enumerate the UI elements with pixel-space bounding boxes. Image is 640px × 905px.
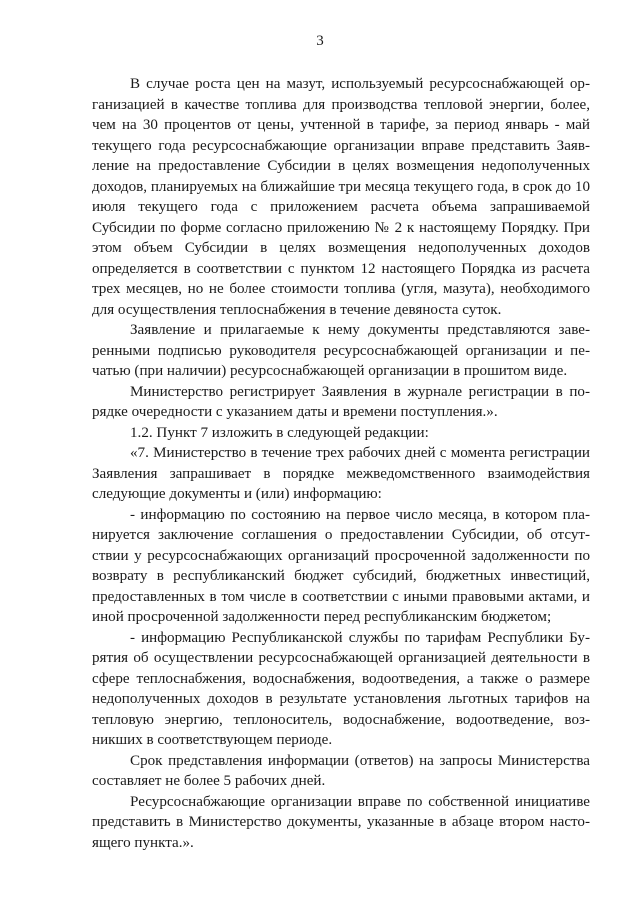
paragraph-amendment-item-1-2: 1.2. Пункт 7 изложить в следующей редакции:: [130, 424, 429, 441]
paragraph-item-7-intro: «7. Министерство в течение трех рабочих дней с момента регистрации Заявления запрашивает в порядке межведомственного взаимодействия следующие документы и (или) информацию:: [92, 445, 590, 502]
document-body: [92, 74, 590, 853]
page-number: 3: [316, 33, 324, 49]
paragraph-response-deadline: Срок представления информации (ответов) на запросы Министерства составляет не более 5 рабочих дней.: [92, 752, 590, 789]
paragraph-application-certification: Заявление и прилагаемые к нему документы представляются заверенными подписью руководителя ресурсоснабжающей организации и печатью (при наличии) ресурсоснабжающей организации в прошитом виде.: [92, 322, 590, 379]
paragraph-application-registration: Министерство регистрирует Заявления в журнале регистрации в порядке очередности с указанием даты и времени поступления.».: [92, 383, 590, 420]
paragraph-fuel-oil-price-increase: В случае роста цен на мазут, используемый ресурсоснабжающей организацией в качестве топлива для производства тепловой энергии, более, чем на 30 процентов от цены, учтенной в тарифе, за период январь - май текущего года ресурсоснабжающие организации вправе представить Заявление на предоставление Субсидии в целях возмещения недополученных доходов, планируемых на ближайшие три месяца текущего года, в срок до 10 июля текущего года с приложением расчета объема запрашиваемой Субсидии по форме согласно приложению № 2 к настоящему Порядку. При этом объем Субсидии в целях возмещения недополученных доходов определяется в соответствии с пунктом 12 настоящего Порядка из расчета трех месяцев, но не более стоимости топлива (угля, мазута), необходимого для осуществления теплоснабжения в течение девяноста суток.: [92, 76, 590, 318]
paragraph-tariff-service-information: - информацию Республиканской службы по тарифам Республики Бурятия об осуществлении ресурсоснабжающей организацией деятельности в сфере теплоснабжения, водоснабжения, водоотведения, а также о размере недополученных доходов в результате установления льготных тарифов на тепловую энергию, теплоноситель, водоснабжение, водоотведение, возникших в соответствующем периоде.: [92, 629, 590, 748]
paragraph-own-initiative: Ресурсоснабжающие организации вправе по собственной инициативе представить в Министерство документы, указанные в абзаце втором настоящего пункта.».: [92, 793, 590, 851]
paragraph-debt-information: - информацию по состоянию на первое число месяца, в котором планируется заключение соглашения о предоставлении Субсидии, об отсутствии у ресурсоснабжающих организаций просроченной задолженности по возврату в республиканский бюджет субсидий, бюджетных инвестиций, предоставленных в том числе в соответствии с иными правовыми актами, и иной просроченной задолженности перед республиканским бюджетом;: [92, 506, 590, 625]
